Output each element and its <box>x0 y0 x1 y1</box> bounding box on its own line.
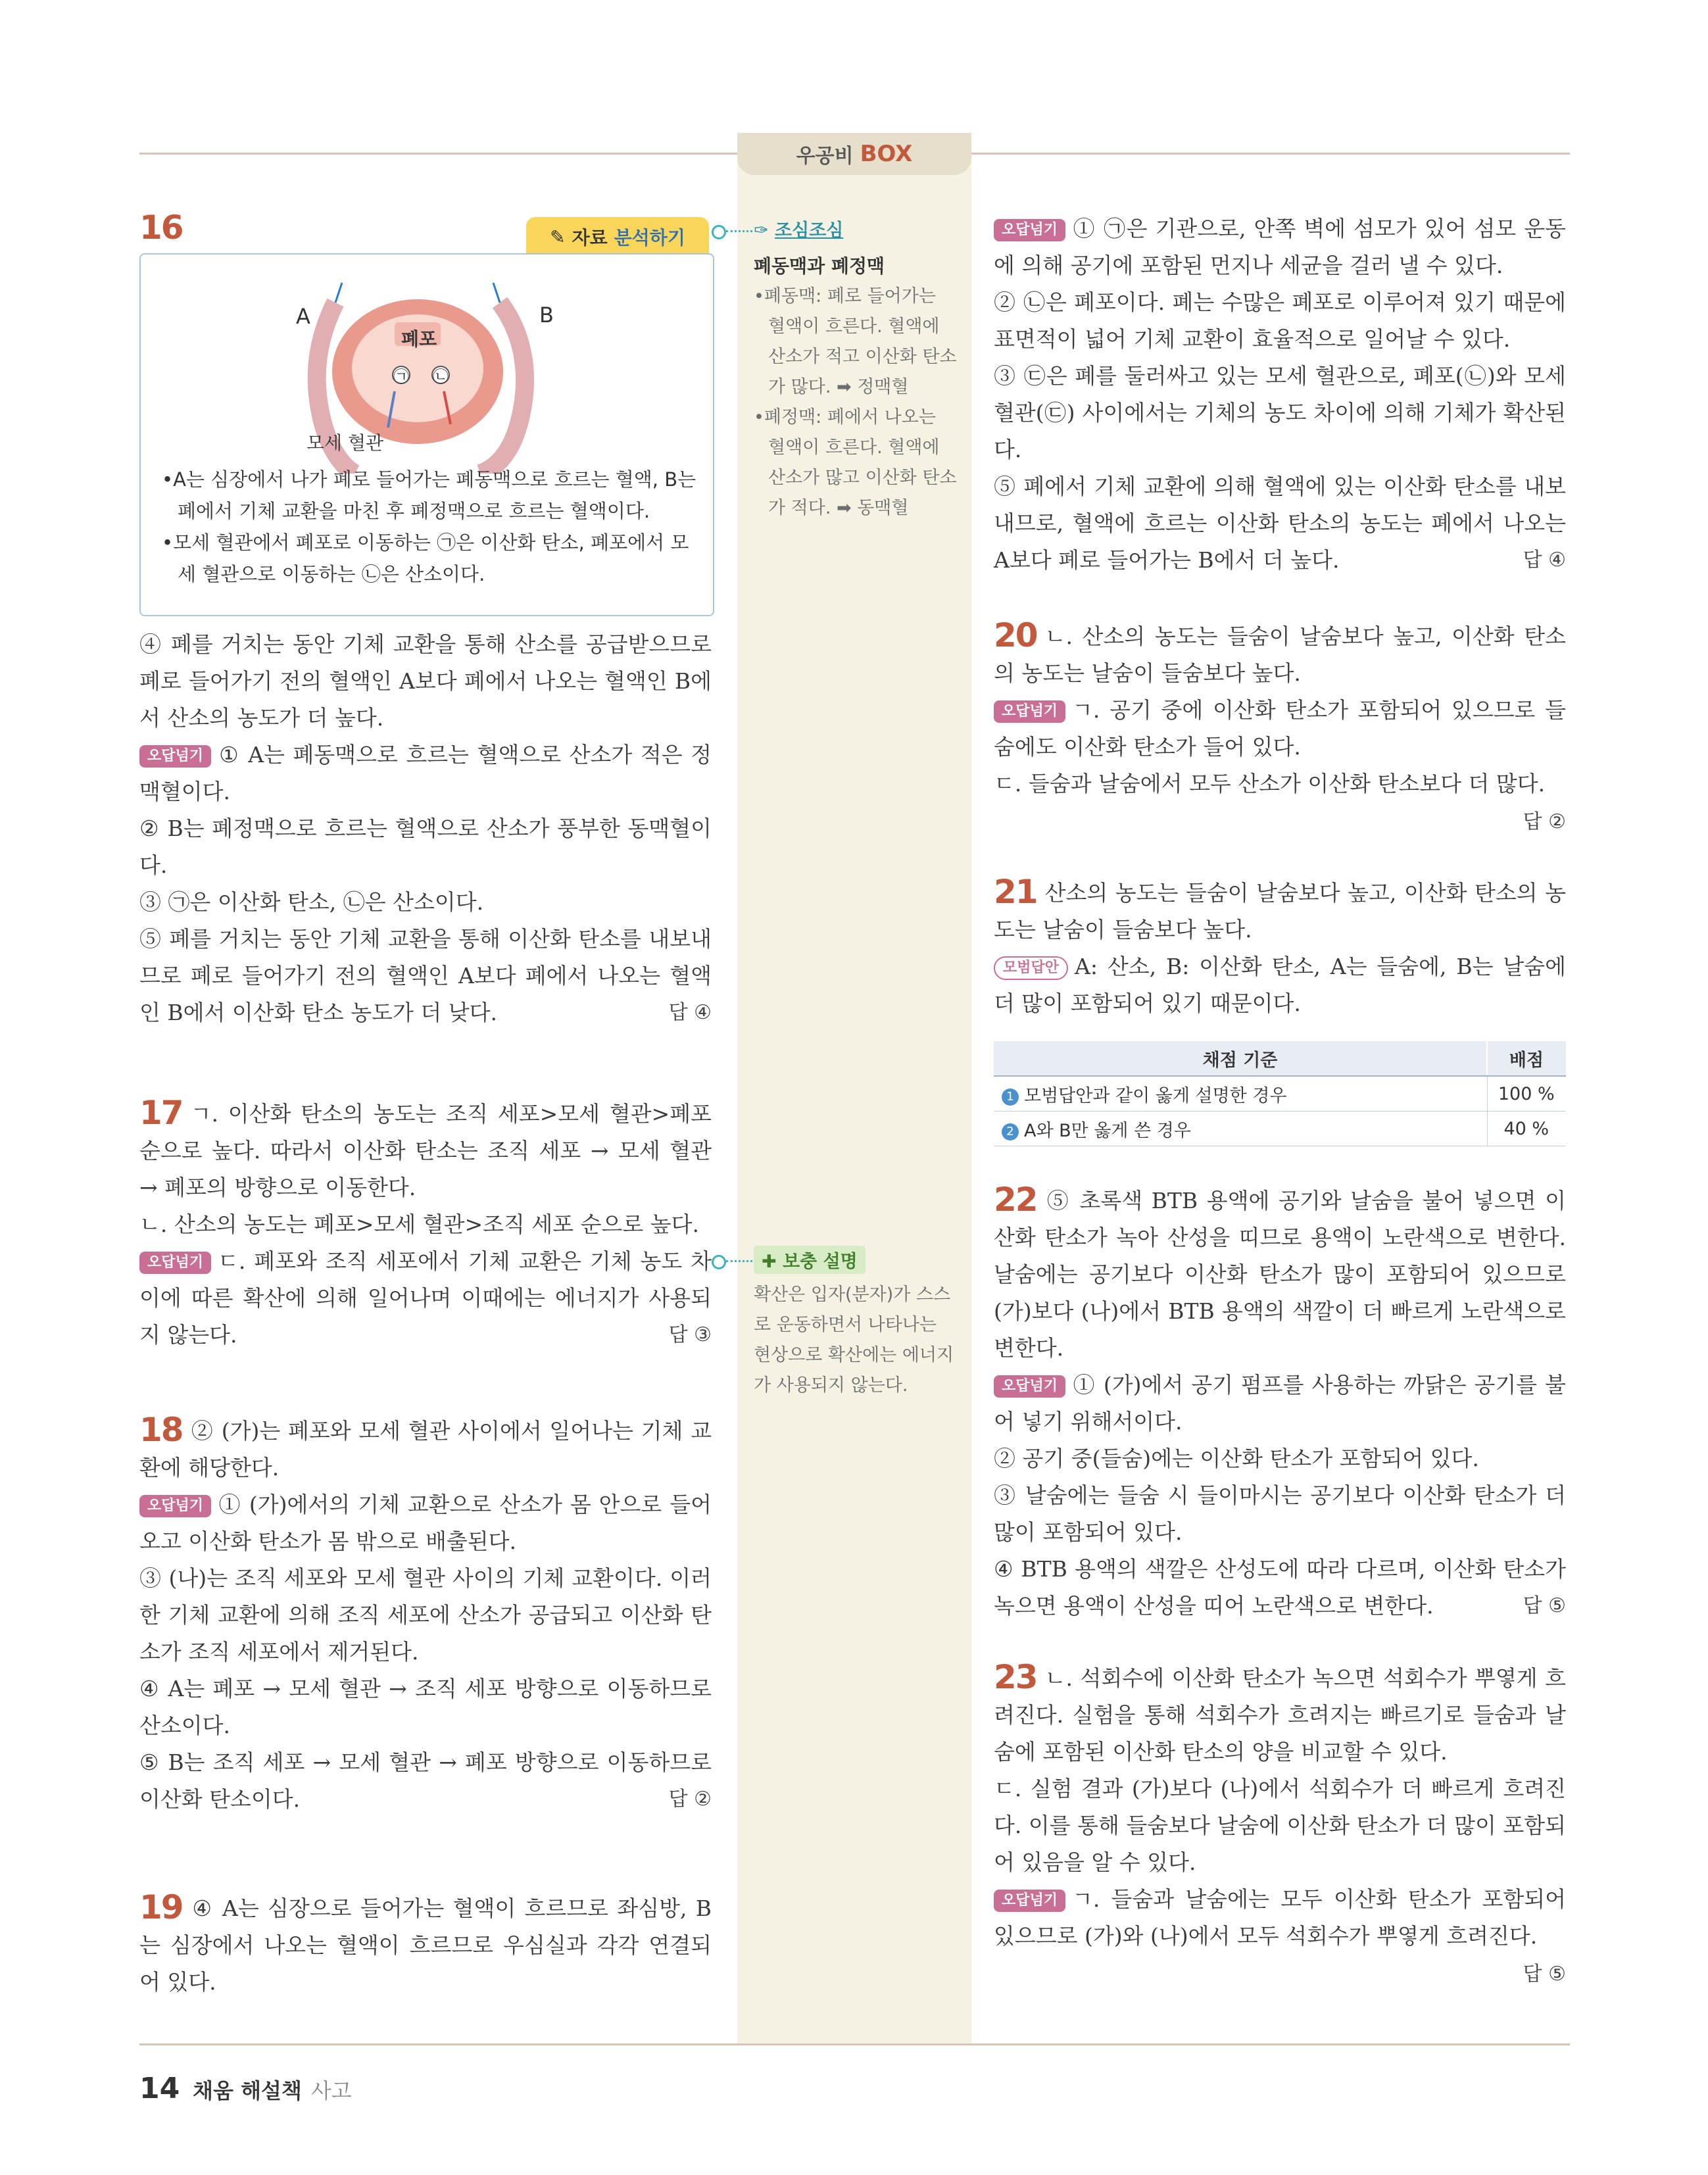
q19-number: 19 <box>139 1888 183 1926</box>
q20-p1: ㄴ. 산소의 농도는 들숨이 날숨보다 높고, 이산화 탄소의 농도는 날숨이 들숨보다 높다. <box>994 623 1566 686</box>
q16-p3: ② B는 폐정맥으로 흐르는 혈액으로 산소가 풍부한 동맥혈이다. <box>139 816 712 878</box>
side-note-diffusion: 확산은 입자(분자)가 스스로 운동하면서 나타나는 현상으로 확산에는 에너지가 사용되지 않는다. <box>754 1284 954 1396</box>
model-answer-badge: 모범답안 <box>994 956 1068 980</box>
question-22 <box>994 1181 1566 1625</box>
diagram-label-gas1: ㉠ <box>393 368 409 386</box>
table-row <box>994 1076 1566 1112</box>
caution-heading: ✑ 조심조심 <box>754 220 844 241</box>
diagram-label-capillary: 모세 혈관 <box>306 432 384 454</box>
side-note-vessels <box>754 251 958 524</box>
q17-p2: ㄴ. 산소의 농도는 폐포>모세 혈관>조직 세포 순으로 높다. <box>139 1211 700 1237</box>
q17-answer: 답 ③ <box>668 1323 712 1346</box>
q16-p1: ④ 폐를 거치는 동안 기체 교환을 통해 산소를 공급받으므로 폐로 들어가기 전의 혈액인 A보다 폐에서 나오는 혈액인 B에서 산소의 농도가 더 높다. <box>139 631 712 731</box>
q20-answer: 답 ② <box>1523 810 1566 833</box>
book-subtitle: 사고 <box>310 2078 352 2103</box>
data-tab-accent: 분석하기 <box>614 227 685 249</box>
plus-icon: ✚ <box>762 1252 777 1272</box>
box-accent: BOX <box>860 141 913 167</box>
diagram-label-alveolus: 폐포 <box>401 328 437 350</box>
q19-p2: ① ㉠은 기관으로, 안쪽 벽에 섬모가 있어 섬모 운동에 의해 공기에 포함된 먼지나 세균을 걸러 낼 수 있다. <box>994 216 1566 278</box>
q16-p2: ① A는 폐동맥으로 흐르는 혈액으로 산소가 적은 정맥혈이다. <box>139 742 712 804</box>
connector-dot-1 <box>712 225 726 239</box>
q18-number: 18 <box>139 1411 183 1449</box>
wrong-answer-badge: 오답넘기 <box>139 1495 211 1517</box>
q18-p3: ③ (나)는 조직 세포와 모세 혈관 사이의 기체 교환이다. 이러한 기체 교환에 의해 조직 세포에 산소가 공급되고 이산화 탄소가 조직 세포에서 제거된다. <box>139 1565 712 1665</box>
wrong-answer-badge: 오답넘기 <box>139 1252 211 1274</box>
q23-p2: ㄷ. 실험 결과 (가)보다 (나)에서 석회수가 더 빠르게 흐려진다. 이를 통해 들숨보다 날숨에 이산화 탄소가 더 많이 포함되어 있음을 알 수 있다. <box>994 1776 1566 1875</box>
diagram-label-a: A <box>296 304 310 329</box>
q18-answer: 답 ② <box>668 1788 712 1811</box>
box-header-tab <box>737 133 971 175</box>
question-19 <box>139 1889 712 2001</box>
q19-p1: ④ A는 심장으로 들어가는 혈액이 흐르므로 좌심방, B는 심장에서 나오는 혈액이 흐르므로 우심실과 각각 연결되어 있다. <box>139 1895 712 1995</box>
q16-p5: ⑤ 폐를 거치는 동안 기체 교환을 통해 이산화 탄소를 내보내므로 폐로 들어가기 전의 혈액인 A보다 폐에서 나오는 혈액인 B에서 이산화 탄소 농도가 더 낮다. <box>139 926 712 1025</box>
q23-p1: ㄴ. 석회수에 이산화 탄소가 녹으면 석회수가 뿌옇게 흐려진다. 실험을 통해 석회수가 흐려지는 빠르기로 들숨과 날숨에 포함된 이산화 탄소의 양을 비교할 수 있다. <box>994 1665 1566 1765</box>
criteria-text: A와 B만 옳게 쓴 경우 <box>1024 1120 1191 1141</box>
q19-p3: ② ㉡은 폐포이다. 폐는 수많은 폐포로 이루어져 있기 때문에 표면적이 넓어 기체 교환이 효율적으로 일어날 수 있다. <box>994 289 1566 352</box>
q18-p1: ② (가)는 폐포와 모세 혈관 사이에서 일어나는 기체 교환에 해당한다. <box>139 1418 712 1480</box>
book-title: 채움 해설책 <box>193 2078 302 2103</box>
wrong-answer-badge: 오답넘기 <box>994 700 1065 723</box>
q22-answer: 답 ⑤ <box>1523 1594 1566 1617</box>
scoring-points-header: 배점 <box>1487 1041 1566 1076</box>
row-number: 2 <box>1002 1123 1019 1140</box>
q22-p1: ⑤ 초록색 BTB 용액에 공기와 날숨을 불어 넣으면 이산화 탄소가 녹아 산성을 띠므로 용액이 노란색으로 변한다. 날숨에는 공기보다 이산화 탄소가 많이 포함되어 있으므로 (가)보다 (나)에서 BTB 용액의 색깔이 더 빠르게 노란색으로 변한다. <box>994 1188 1566 1361</box>
scoring-table <box>994 1041 1566 1146</box>
question-17 <box>139 1094 712 1354</box>
scoring-criteria-header: 채점 기준 <box>994 1041 1487 1076</box>
supplement-heading: ✚ 보충 설명 <box>754 1246 866 1274</box>
q22-p4: ③ 날숨에는 들숨 시 들이마시는 공기보다 이산화 탄소가 더 많이 포함되어 있다. <box>994 1482 1566 1545</box>
side-note-title: 폐동맥과 폐정맥 <box>754 255 885 277</box>
q18-p4: ④ A는 폐포 → 모세 혈관 → 조직 세포 방향으로 이동하므로 산소이다. <box>139 1676 712 1738</box>
data-note-1: •A는 심장에서 나가 폐로 들어가는 폐동맥으로 흐르는 혈액, B는 폐에서 기체 교환을 마친 후 폐정맥으로 흐르는 혈액이다. <box>162 468 696 522</box>
q17-number: 17 <box>139 1094 183 1132</box>
question-23 <box>994 1659 1566 1993</box>
question-16-number: 16 <box>139 208 183 247</box>
wrong-answer-badge: 오답넘기 <box>994 1375 1065 1398</box>
q16-p4: ③ ㉠은 이산화 탄소, ㉡은 산소이다. <box>139 889 484 915</box>
q20-p2: ㄱ. 공기 중에 이산화 탄소가 포함되어 있으므로 들숨에도 이산화 탄소가 들어 있다. <box>994 697 1566 760</box>
q21-p2: A: 산소, B: 이산화 탄소, A는 들숨에, B는 날숨에 더 많이 포함되어 있기 때문이다. <box>994 954 1566 1016</box>
data-tab-label: 자료 <box>572 227 608 249</box>
data-analysis-tab <box>526 217 709 257</box>
diagram-label-b: B <box>539 303 554 328</box>
question-19-continued <box>994 210 1566 579</box>
question-21 <box>994 873 1566 1022</box>
page-footer <box>139 2072 352 2105</box>
q17-p1: ㄱ. 이산화 탄소의 농도는 조직 세포>모세 혈관>폐포 순으로 높다. 따라서 이산화 탄소는 조직 세포 → 모세 혈관 → 폐포의 방향으로 이동한다. <box>139 1101 712 1200</box>
side-note-item-2: •폐정맥: 폐에서 나오는 혈액이 흐른다. 혈액에 산소가 많고 이산화 탄소가 적다. ➡ 동맥혈 <box>754 407 957 518</box>
wrong-answer-badge: 오답넘기 <box>994 219 1065 241</box>
q22-p2: ① (가)에서 공기 펌프를 사용하는 까닭은 공기를 불어 넣기 위해서이다. <box>994 1372 1566 1434</box>
points-value: 100 % <box>1487 1076 1566 1112</box>
box-label: 우공비 <box>796 145 854 168</box>
q19-answer: 답 ④ <box>1523 549 1566 572</box>
wrong-answer-badge: 오답넘기 <box>994 1890 1065 1912</box>
arrow-b <box>493 283 500 303</box>
criteria-text: 모범답안과 같이 옳게 설명한 경우 <box>1024 1085 1287 1106</box>
q22-p3: ② 공기 중(들숨)에는 이산화 탄소가 포함되어 있다. <box>994 1446 1479 1471</box>
points-value: 40 % <box>1487 1112 1566 1146</box>
q23-number: 23 <box>994 1658 1037 1696</box>
q22-number: 22 <box>994 1181 1037 1219</box>
q21-p1: 산소의 농도는 들숨이 날숨보다 높고, 이산화 탄소의 농도는 날숨이 들숨보다 높다. <box>994 880 1566 942</box>
wrong-answer-badge: 오답넘기 <box>139 745 211 768</box>
q23-p3: ㄱ. 들숨과 날숨에는 모두 이산화 탄소가 포함되어 있으므로 (가)와 (나)에서 모두 석회수가 뿌옇게 흐려진다. <box>994 1886 1566 1949</box>
arrow-a <box>335 283 342 303</box>
q19-p5: ⑤ 폐에서 기체 교환에 의해 혈액에 있는 이산화 탄소를 내보내므로, 혈액에 흐르는 이산화 탄소의 농도는 폐에서 나오는 A보다 폐로 들어가는 B에서 더 높다. <box>994 474 1566 573</box>
q18-p5: ⑤ B는 조직 세포 → 모세 혈관 → 폐포 방향으로 이동하므로 이산화 탄소이다. <box>139 1749 712 1812</box>
diagram-label-gas2: ㉡ <box>433 368 449 386</box>
side-note-item-1: •폐동맥: 폐로 들어가는 혈액이 흐른다. 혈액에 산소가 적고 이산화 탄소가 많다. ➡ 정맥혈 <box>754 286 957 397</box>
q17-p3: ㄷ. 폐포와 조직 세포에서 기체 교환은 기체 농도 차이에 따른 확산에 의해 일어나며 이때에는 에너지가 사용되지 않는다. <box>139 1248 712 1348</box>
connector-dot-2 <box>712 1255 726 1269</box>
q20-p3: ㄷ. 들숨과 날숨에서 모두 산소가 이산화 탄소보다 더 많다. <box>994 771 1546 796</box>
connector-line-2 <box>726 1260 752 1262</box>
q19-p4: ③ ㉢은 폐를 둘러싸고 있는 모세 혈관으로, 폐포(㉡)와 모세 혈관(㉢) 사이에서는 기체의 농도 차이에 의해 기체가 확산된다. <box>994 363 1566 462</box>
connector-line-1 <box>726 230 752 232</box>
data-note-2: •모세 혈관에서 폐포로 이동하는 ㉠은 이산화 탄소, 폐포에서 모세 혈관으로 이동하는 ㉡은 산소이다. <box>162 531 689 585</box>
q18-p2: ① (가)에서의 기체 교환으로 산소가 몸 안으로 들어오고 이산화 탄소가 몸 밖으로 배출된다. <box>139 1492 712 1554</box>
table-row <box>994 1112 1566 1146</box>
question-18 <box>139 1411 712 1818</box>
row-number: 1 <box>1002 1088 1019 1106</box>
q21-number: 21 <box>994 873 1037 911</box>
q20-number: 20 <box>994 616 1037 654</box>
bottom-rule <box>139 2043 1570 2045</box>
pencil-icon: ✎ <box>550 226 566 248</box>
question-20 <box>994 617 1566 841</box>
q23-answer: 답 ⑤ <box>1523 1963 1566 1986</box>
data-notes <box>162 464 701 590</box>
question-16-body <box>139 626 712 1031</box>
page-number: 14 <box>139 2072 180 2105</box>
q16-answer: 답 ④ <box>668 1001 712 1024</box>
caution-icon: ✑ <box>754 220 769 241</box>
q22-p5: ④ BTB 용액의 색깔은 산성도에 따라 다르며, 이산화 탄소가 녹으면 용액이 산성을 띠어 노란색으로 변한다. <box>994 1556 1566 1619</box>
